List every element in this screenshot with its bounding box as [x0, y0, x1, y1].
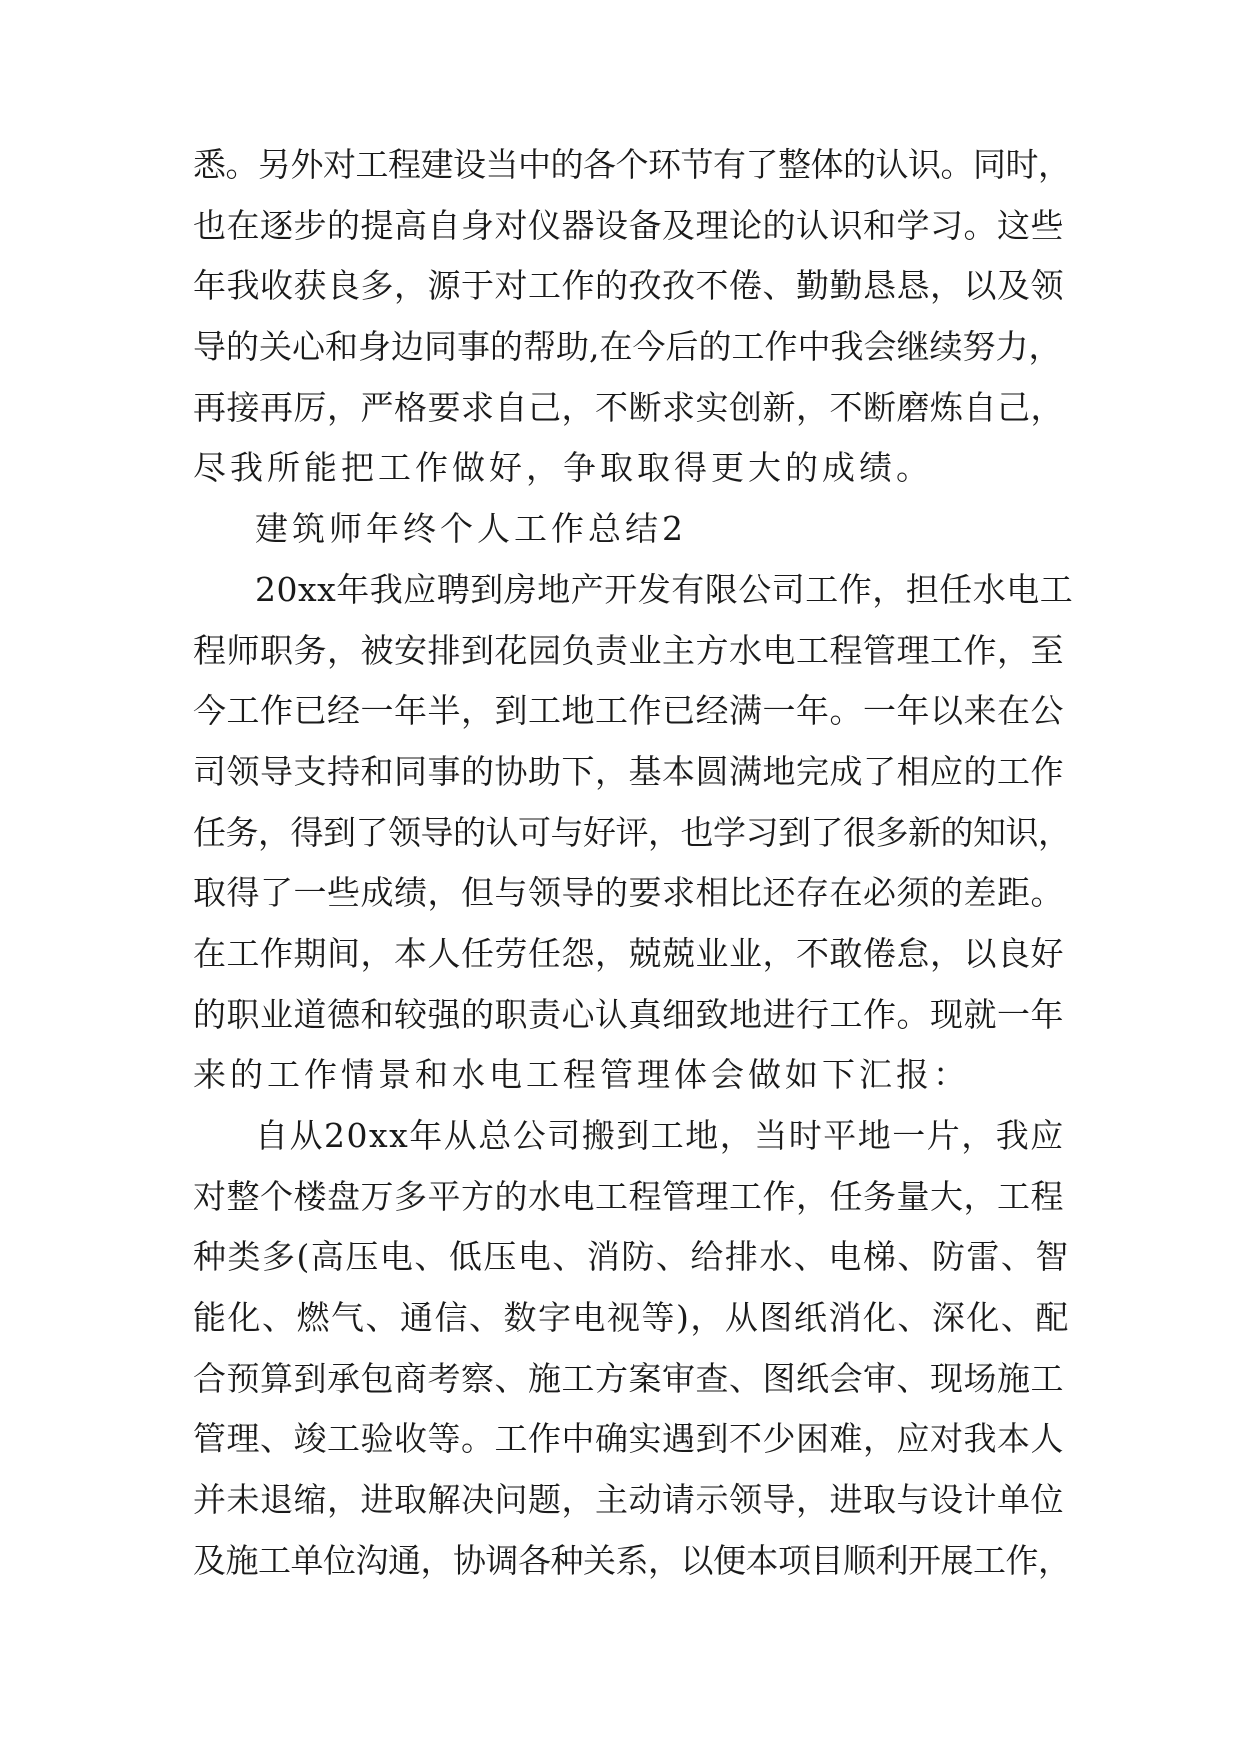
text-line: 及施工单位沟通，协调各种关系，以便本项目顺利开展工作，	[193, 1540, 1071, 1580]
text-line: 的职业道德和较强的职责心认真细致地进行工作。现就一年	[193, 994, 1064, 1034]
document-body	[193, 135, 1073, 1592]
section-heading: 建筑师年终个人工作总结2	[255, 509, 687, 549]
text-line: 任务，得到了领导的认可与好评，也学习到了很多新的知识，	[193, 812, 1071, 852]
text-line: 管理、竣工验收等。工作中确实遇到不少困难，应对我本人	[193, 1419, 1064, 1459]
text-line: 合预算到承包商考察、施工方案审查、图纸会审、现场施工	[193, 1358, 1064, 1398]
text-line: 能化、燃气、通信、数字电视等)，从图纸消化、深化、配	[193, 1298, 1070, 1338]
text-line: 尽我所能把工作做好，争取取得更大的成绩。	[193, 448, 933, 488]
text-line: 种类多(高压电、低压电、消防、给排水、电梯、防雷、智	[193, 1237, 1070, 1277]
text-line: 悉。另外对工程建设当中的各个环节有了整体的认识。同时，	[193, 145, 1071, 184]
text-line: 再接再厉，严格要求自己，不断求实创新，不断磨炼自己，	[193, 387, 1064, 427]
text-line: 今工作已经一年半，到工地工作已经满一年。一年以来在公	[193, 691, 1064, 731]
text-line: 在工作期间，本人任劳任怨，兢兢业业，不敢倦怠，以良好	[193, 933, 1064, 973]
text-line: 对整个楼盘万多平方的水电工程管理工作，任务量大，工程	[193, 1176, 1064, 1216]
text-line: 取得了一些成绩，但与领导的要求相比还存在必须的差距。	[193, 873, 1064, 913]
text-line: 自从20xx年从总公司搬到工地，当时平地一片，我应	[255, 1116, 1065, 1155]
text-line: 程师职务，被安排到花园负责业主方水电工程管理工作，至	[193, 630, 1064, 670]
text-line: 年我收获良多，源于对工作的孜孜不倦、勤勤恳恳，以及领	[193, 266, 1064, 306]
text-line: 也在逐步的提高自身对仪器设备及理论的认识和学习。这些	[193, 205, 1064, 245]
text-line: 并未退缩，进取解决问题，主动请示领导，进取与设计单位	[193, 1480, 1064, 1520]
text-line: 20xx年我应聘到房地产开发有限公司工作，担任水电工	[255, 569, 1074, 609]
text-line: 导的关心和身边同事的帮助,在今后的工作中我会继续努力，	[193, 327, 1062, 367]
text-line: 司领导支持和同事的协助下，基本圆满地完成了相应的工作	[193, 751, 1064, 791]
text-line: 来的工作情景和水电工程管理体会做如下汇报：	[193, 1055, 970, 1095]
